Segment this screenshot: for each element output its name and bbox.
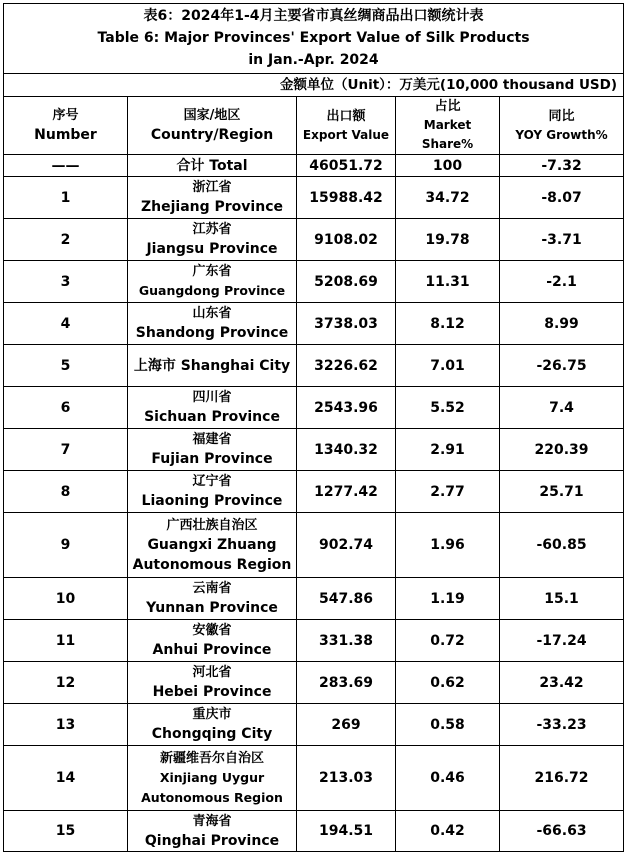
row-yoy: -17.24	[500, 620, 624, 662]
region-zh: 广西壮族自治区	[166, 517, 258, 533]
region-zh: 重庆市	[192, 707, 232, 722]
table-row	[4, 811, 624, 852]
table-row	[4, 578, 624, 620]
header-export	[297, 97, 396, 155]
row-number: 3	[4, 261, 128, 303]
row-share: 19.78	[396, 219, 500, 261]
table-row	[4, 177, 624, 219]
row-yoy: -2.1	[500, 261, 624, 303]
header-share-zh: 占比	[434, 99, 461, 114]
row-region	[128, 429, 297, 471]
row-region	[128, 471, 297, 513]
header-number-en: Number	[34, 127, 97, 143]
row-export: 9108.02	[297, 219, 396, 261]
region-en: Jiangsu Province	[146, 241, 278, 257]
row-number: 9	[4, 513, 128, 578]
row-share: 11.31	[396, 261, 500, 303]
row-number: 12	[4, 662, 128, 704]
row-number: 10	[4, 578, 128, 620]
row-yoy: -66.63	[500, 811, 624, 852]
row-region	[128, 578, 297, 620]
row-share: 7.01	[396, 345, 500, 387]
row-export: 213.03	[297, 746, 396, 811]
silk-export-table	[3, 3, 624, 852]
row-region	[128, 303, 297, 345]
region-en-line2: Autonomous Region	[141, 789, 283, 805]
table-row	[4, 219, 624, 261]
row-export: 269	[297, 704, 396, 746]
row-number: 11	[4, 620, 128, 662]
header-export-en: Export Value	[302, 127, 390, 142]
row-yoy: 7.4	[500, 387, 624, 429]
table-row	[4, 746, 624, 811]
region-en: Yunnan Province	[146, 600, 278, 616]
row-share: 1.96	[396, 513, 500, 578]
row-region	[128, 662, 297, 704]
row-yoy: -60.85	[500, 513, 624, 578]
row-share: 0.58	[396, 704, 500, 746]
row-yoy: -3.71	[500, 219, 624, 261]
row-export: 194.51	[297, 811, 396, 852]
table-title	[4, 4, 624, 74]
total-yoy: -7.32	[500, 155, 624, 177]
row-share: 5.52	[396, 387, 500, 429]
row-share: 0.62	[396, 662, 500, 704]
row-export: 902.74	[297, 513, 396, 578]
region-zh: 云南省	[192, 581, 232, 596]
row-share: 2.77	[396, 471, 500, 513]
table-row	[4, 303, 624, 345]
header-export-zh: 出口额	[326, 108, 366, 124]
region-en: Anhui Province	[152, 642, 272, 658]
header-yoy	[500, 97, 624, 155]
table-row	[4, 513, 624, 578]
header-number-zh: 序号	[52, 108, 79, 123]
region-en: Shandong Province	[135, 325, 289, 341]
row-region	[128, 811, 297, 852]
region-zh: 四川省	[192, 390, 232, 405]
row-share: 0.46	[396, 746, 500, 811]
total-share: 100	[396, 155, 500, 177]
region-en: Zhejiang Province	[141, 199, 283, 215]
header-yoy-en: YOY Growth%	[515, 127, 608, 142]
row-region	[128, 177, 297, 219]
header-share	[396, 97, 500, 155]
row-number: 5	[4, 345, 128, 387]
total-region-label: 合计 Total	[176, 158, 248, 174]
table-row	[4, 345, 624, 387]
row-export: 3738.03	[297, 303, 396, 345]
region-en-line1: Guangxi Zhuang	[147, 536, 277, 553]
row-share: 1.19	[396, 578, 500, 620]
region-en: Liaoning Province	[141, 493, 283, 509]
region-zh: 浙江省	[192, 180, 232, 195]
title-row	[4, 4, 624, 74]
row-export: 283.69	[297, 662, 396, 704]
row-number: 13	[4, 704, 128, 746]
header-region	[128, 97, 297, 155]
row-number: 2	[4, 219, 128, 261]
table-row	[4, 387, 624, 429]
region-en: Hebei Province	[152, 684, 272, 700]
region-zh: 江苏省	[192, 222, 232, 237]
region-zh: 安徽省	[192, 623, 232, 638]
unit-label: 金额单位（Unit）：万美元(10,000 thousand USD)	[4, 74, 624, 97]
region-en: Fujian Province	[151, 451, 273, 467]
total-row	[4, 155, 624, 177]
row-share: 2.91	[396, 429, 500, 471]
row-region	[128, 219, 297, 261]
total-number: ——	[4, 155, 128, 177]
row-number: 7	[4, 429, 128, 471]
row-number: 14	[4, 746, 128, 811]
table-row	[4, 471, 624, 513]
region-zh: 青海省	[192, 813, 232, 829]
row-yoy: 25.71	[500, 471, 624, 513]
row-number: 8	[4, 471, 128, 513]
row-region	[128, 345, 297, 387]
header-region-zh: 国家/地区	[183, 108, 241, 123]
row-export: 3226.62	[297, 345, 396, 387]
row-yoy: -26.75	[500, 345, 624, 387]
row-number: 1	[4, 177, 128, 219]
row-share: 0.42	[396, 811, 500, 852]
region-en-line2: Autonomous Region	[132, 556, 292, 573]
row-number: 15	[4, 811, 128, 852]
total-region	[128, 155, 297, 177]
header-number	[4, 97, 128, 155]
row-export: 5208.69	[297, 261, 396, 303]
region-zh: 新疆维吾尔自治区	[159, 750, 264, 766]
region-en: Guangdong Province	[138, 283, 286, 298]
row-export: 1340.32	[297, 429, 396, 471]
row-share: 34.72	[396, 177, 500, 219]
region-zh: 山东省	[192, 306, 232, 321]
row-share: 8.12	[396, 303, 500, 345]
table-row	[4, 429, 624, 471]
row-region	[128, 620, 297, 662]
table-row	[4, 620, 624, 662]
total-export: 46051.72	[297, 155, 396, 177]
title-en-line2: in Jan.-Apr. 2024	[248, 52, 379, 68]
row-yoy: -8.07	[500, 177, 624, 219]
row-number: 6	[4, 387, 128, 429]
region-zh: 广东省	[192, 264, 232, 279]
header-region-en: Country/Region	[150, 127, 274, 143]
row-export: 1277.42	[297, 471, 396, 513]
region-zh: 辽宁省	[192, 474, 232, 489]
row-region	[128, 387, 297, 429]
region-en: Chongqing City	[151, 726, 273, 742]
table-row	[4, 261, 624, 303]
region-zh: 河北省	[192, 665, 232, 680]
row-yoy: 8.99	[500, 303, 624, 345]
region-en: Sichuan Province	[144, 409, 280, 425]
region-en-line1: Xinjiang Uygur	[159, 769, 265, 785]
row-number: 4	[4, 303, 128, 345]
unit-row	[4, 74, 624, 97]
row-region	[128, 513, 297, 578]
row-yoy: 23.42	[500, 662, 624, 704]
row-export: 547.86	[297, 578, 396, 620]
region-zh: 福建省	[192, 432, 232, 447]
row-export: 15988.42	[297, 177, 396, 219]
region-label: 上海市 Shanghai City	[133, 358, 291, 374]
table-row	[4, 662, 624, 704]
row-yoy: 216.72	[500, 746, 624, 811]
title-en-line1: Table 6: Major Provinces' Export Value of Silk Products	[97, 30, 530, 46]
row-export: 2543.96	[297, 387, 396, 429]
title-zh: 表6：2024年1-4月主要省市真丝绸商品出口额统计表	[143, 8, 484, 24]
row-region	[128, 704, 297, 746]
row-yoy: -33.23	[500, 704, 624, 746]
row-export: 331.38	[297, 620, 396, 662]
region-en: Qinghai Province	[144, 832, 280, 849]
header-yoy-zh: 同比	[548, 108, 575, 124]
row-yoy: 220.39	[500, 429, 624, 471]
header-row	[4, 97, 624, 155]
header-share-en: Market Share%	[421, 118, 474, 151]
row-yoy: 15.1	[500, 578, 624, 620]
row-share: 0.72	[396, 620, 500, 662]
row-region	[128, 261, 297, 303]
row-region	[128, 746, 297, 811]
table-row	[4, 704, 624, 746]
